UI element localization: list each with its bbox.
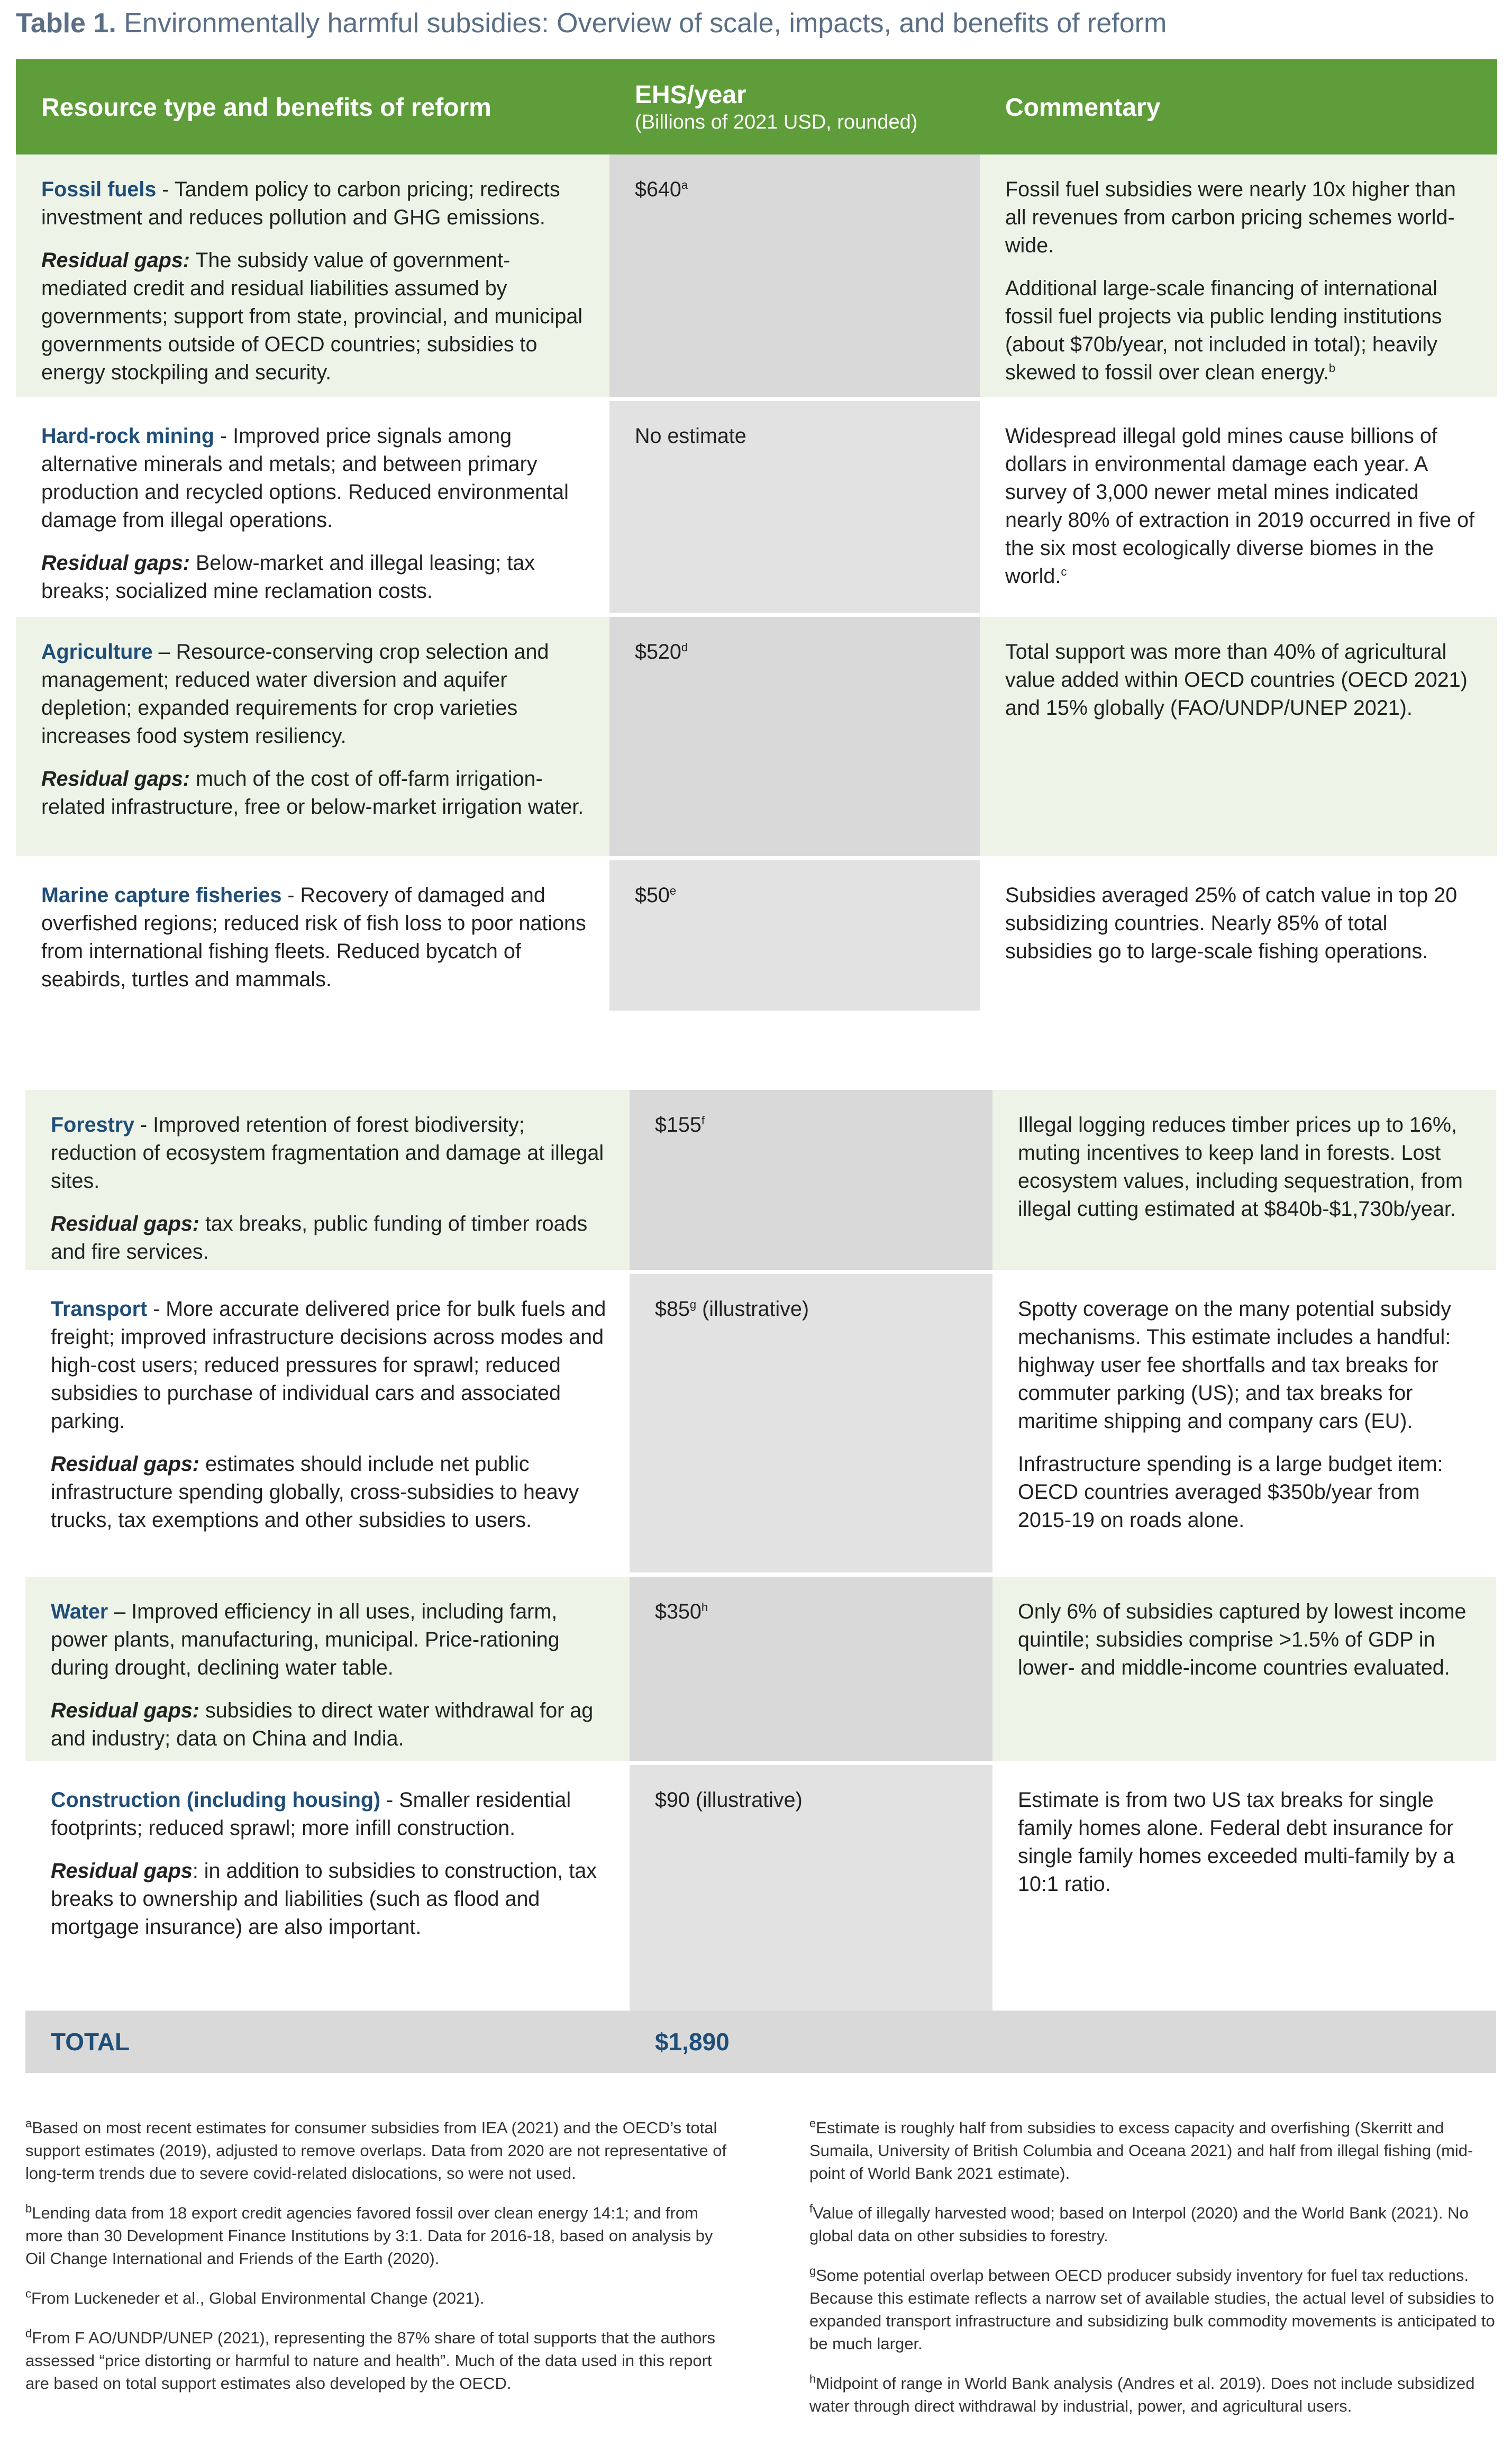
table-number: Table 1.	[16, 8, 116, 39]
footnote-ref: d	[681, 640, 688, 654]
ehs-value: $50	[635, 884, 670, 907]
table-row-marine-capture-fisheries	[16, 860, 1497, 1011]
resource-benefit: - More accurate delivered price for bulk fuels and freight; improved infrastructure decisions across modes and high-cost users; reduced pressures for sprawl; reduced subsidies to purchase of individual cars and associated parking.	[51, 1297, 606, 1433]
table-row-fossil-fuels	[16, 154, 1497, 397]
residual-gaps-text: subsidies to direct water withdrawal for ag and industry; data on China and India.	[51, 1699, 594, 1750]
commentary-cell	[980, 401, 1497, 613]
footnote-text: Midpoint of range in World Bank analysis (Andres et al. 2019). Does not include subsidized water through direct withdrawal by industrial, power, and agricultural users.	[809, 2374, 1475, 2415]
commentary-cell	[992, 1765, 1496, 2011]
residual-gaps-label: Residual gaps:	[51, 1452, 199, 1476]
ehs-value: $350	[655, 1600, 702, 1623]
commentary-text: Widespread illegal gold mines cause billions of dollars in environmental damage each year. A survey of 3,000 newer metal mines indicated nearly 80% of extraction in 2019 occurred in five of the six most ecologically diverse biomes in the world.	[1005, 424, 1475, 588]
footnote-g: $^g$Some potential overlap between OECD producer subsidy inventory for fuel tax reductions. Because this estimate reflects a narrow set of available studies, the actual level of subsidies to expanded transport infrastructure and subsidizing bulk commodity movements is anticipated to be much larger.	[809, 2264, 1495, 2353]
resource-benefit: - Recovery of damaged and overfished regions; reduced risk of fish loss to poor nations from international fishing fleets. Reduced bycatch of seabirds, turtles and mammals.	[41, 884, 586, 991]
ehs-value: $85	[655, 1297, 690, 1321]
footnote-d: $^d$From F AO/UNDP/UNEP (2021), representing the 87% share of total supports that the authors assessed “price distorting or harmful to nature and health”. Much of the data used in this report are based on total support estimates also developed by the OECD.	[25, 2326, 715, 2393]
table-title: Environmentally harmful subsidies: Overview of scale, impacts, and benefits of reform	[124, 8, 1167, 39]
resource-name: Transport	[51, 1297, 148, 1321]
footnote-ref: a	[681, 178, 688, 192]
footnotes-left	[25, 2116, 734, 2412]
footnote-text: Based on most recent estimates for consumer subsidies from IEA (2021) and the OECD’s total support estimates (2019), adjusted to remove overlaps. Data from 2020 are not representative of long-term trends due to severe covid-related dislocations, so were not used.	[25, 2118, 727, 2183]
resource-name: Agriculture	[41, 640, 153, 663]
commentary-cell	[980, 617, 1497, 856]
total-value: $1,890	[655, 2028, 730, 2056]
residual-gaps-text: The subsidy value of government-mediated credit and residual liabilities assumed by governments; support from state, provincial, and municipal governments outside of OECD countries; subsidies to energy stockpiling and security.	[41, 249, 583, 384]
footnote-ref: f	[701, 1113, 705, 1127]
resource-cell	[16, 860, 609, 1011]
resource-cell	[16, 617, 609, 856]
total-row	[25, 2011, 1496, 2073]
resource-cell	[25, 1274, 630, 1572]
resource-cell	[25, 1765, 630, 2011]
footnote-ref: e	[669, 884, 677, 897]
footnote-text: Estimate is roughly half from subsidies to excess capacity and overfishing (Skerritt and Sumaila, University of British Columbia and Oceana 2021) and half from illegal fishing (mid-point of World Bank 2021 estimate).	[809, 2118, 1473, 2183]
commentary-text: Subsidies averaged 25% of catch value in top 20 subsidizing countries. Nearly 85% of total subsidies go to large-scale fishing operations.	[1005, 884, 1458, 963]
footnote-b: $^b$Lending data from 18 export credit agencies favored fossil over clean energy 14:1; and from more than 30 Development Finance Institutions by 3:1. Data for 2016-18, based on analysis by Oil Change International and Friends of the Earth (2020).	[25, 2202, 713, 2268]
subsidies-table-part-1	[16, 59, 1497, 1011]
commentary-cell	[992, 1577, 1496, 1761]
table-row-water	[25, 1577, 1496, 1761]
ehs-value-cell	[609, 154, 980, 397]
resource-cell	[25, 1577, 630, 1761]
footnote-text: From Luckeneder et al., Global Environmental Change (2021).	[31, 2289, 485, 2307]
residual-gaps-label: Residual gaps	[51, 1859, 193, 1883]
header-ehs-title: EHS/year	[635, 81, 746, 109]
commentary-cell	[992, 1274, 1496, 1572]
resource-name: Water	[51, 1600, 108, 1623]
header-ehs-year	[609, 59, 980, 154]
residual-gaps-text: Below-market and illegal leasing; tax breaks; socialized mine reclamation costs.	[41, 551, 535, 603]
commentary-text: Illegal logging reduces timber prices up to 16%, muting incentives to keep land in forests. Lost ecosystem values, including sequestration, from illegal cutting estimated at $840b-$1,730b/year.	[1018, 1113, 1463, 1221]
commentary-text: Estimate is from two US tax breaks for single family homes alone. Federal debt insurance for single family homes exceeded multi-family by a 10:1 ratio.	[1018, 1788, 1455, 1896]
residual-gaps-text: much of the cost of off-farm irrigation-related infrastructure, free or below-market irrigation water.	[41, 767, 584, 819]
footnote-text: From F AO/UNDP/UNEP (2021), representing the 87% share of total supports that the authors assessed “price distorting or harmful to nature and health”. Much of the data used in this report are based on total support estimates also developed by the OECD.	[25, 2329, 715, 2393]
residual-gaps-label: Residual gaps:	[51, 1699, 199, 1722]
footnote-text: Value of illegally harvested wood; based on Interpol (2020) and the World Bank (2021). No global data on other subsidies to forestry.	[809, 2204, 1469, 2245]
footnote-ref: g	[689, 1297, 697, 1311]
footnote-h: $^h$Midpoint of range in World Bank analysis (Andres et al. 2019). Does not include subsidized water through direct withdrawal by industrial, power, and agricultural users.	[809, 2372, 1475, 2415]
commentary-text: Only 6% of subsidies captured by lowest income quintile; subsidies comprise >1.5% of GDP in lower- and middle-income countries evaluated.	[1018, 1600, 1467, 1679]
commentary-text: Infrastructure spending is a large budget item: OECD countries averaged $350b/year from 2015-19 on roads alone.	[1018, 1452, 1443, 1532]
residual-gaps-text: estimates should include net public infrastructure spending globally, cross-subsidies to heavy trucks, tax exemptions and other subsidies to users.	[51, 1452, 579, 1532]
commentary-text: Additional large-scale financing of international fossil fuel projects via public lending institutions (about $70b/year, not included in total); heavily skewed to fossil over clean energy.	[1005, 277, 1442, 384]
resource-name: Hard-rock mining	[41, 424, 215, 448]
ehs-value-cell	[609, 617, 980, 856]
commentary-cell	[992, 1090, 1496, 1270]
table-row-forestry	[25, 1090, 1496, 1270]
residual-gaps-text: tax breaks, public funding of timber roads and fire services.	[51, 1212, 588, 1263]
footnote-ref: h	[701, 1600, 708, 1614]
ehs-value-cell	[630, 1765, 992, 2011]
resource-benefit: - Tandem policy to carbon pricing; redirects investment and reduces pollution and GHG emissions.	[41, 178, 560, 229]
residual-gaps-label: Residual gaps:	[41, 551, 190, 575]
table-row-transport	[25, 1274, 1496, 1572]
resource-benefit: – Resource-conserving crop selection and management; reduced water diversion and aquifer depletion; expanded requirements for crop varieties increases food system resiliency.	[41, 640, 549, 748]
footnote-c: $^c$From Luckeneder et al., Global Environmental Change (2021).	[25, 2287, 485, 2307]
resource-name: Construction (including housing)	[51, 1788, 381, 1812]
resource-benefit: - Smaller residential footprints; reduced sprawl; more infill construction.	[51, 1788, 571, 1840]
resource-cell	[16, 401, 609, 613]
table-header	[16, 59, 1497, 154]
resource-benefit: – Improved efficiency in all uses, including farm, power plants, manufacturing, municipal. Price-rationing during drought, declining water table.	[51, 1600, 560, 1679]
footnote-ref: b	[1328, 361, 1336, 375]
header-commentary: Commentary	[1005, 94, 1161, 122]
commentary-cell	[980, 860, 1497, 1011]
commentary-text: Total support was more than 40% of agricultural value added within OECD countries (OECD 2021) and 15% globally (FAO/UNDP/UNEP 2021).	[1005, 640, 1468, 720]
total-label: TOTAL	[51, 2028, 130, 2056]
ehs-value: $90 (illustrative)	[655, 1788, 803, 1812]
commentary-text: Fossil fuel subsidies were nearly 10x higher than all revenues from carbon pricing schemes world-wide.	[1005, 178, 1456, 257]
commentary-text: Spotty coverage on the many potential subsidy mechanisms. This estimate includes a handful: highway user fee shortfalls and tax breaks for commuter parking (US); and tax breaks for maritime shipping and company cars (EU).	[1018, 1297, 1452, 1433]
resource-benefit: - Improved retention of forest biodiversity; reduction of ecosystem fragmentation and damage at illegal sites.	[51, 1113, 604, 1193]
ehs-value-note: (illustrative)	[696, 1297, 809, 1321]
subsidies-table-part-2	[25, 1090, 1496, 2073]
table-row-construction	[25, 1765, 1496, 2011]
ehs-value: $155	[655, 1113, 702, 1136]
residual-gaps-label: Residual gaps:	[41, 767, 190, 790]
ehs-value: $640	[635, 178, 681, 201]
footnotes-right	[809, 2116, 1497, 2434]
residual-gaps-label: Residual gaps:	[41, 249, 190, 272]
table-row-hard-rock-mining	[16, 401, 1497, 613]
ehs-value-cell	[630, 1577, 992, 1761]
footnote-text: Lending data from 18 export credit agencies favored fossil over clean energy 14:1; and from more than 30 Development Finance Institutions by 3:1. Data for 2016-18, based on analysis by Oil Change International and Friends of the Earth (2020).	[25, 2204, 713, 2268]
ehs-value-cell	[609, 860, 980, 1011]
ehs-value-cell	[630, 1274, 992, 1572]
resource-name: Fossil fuels	[41, 178, 157, 201]
residual-gaps-text: : in addition to subsidies to construction, tax breaks to ownership and liabilities (such as flood and mortgage insurance) are also important.	[51, 1859, 597, 1939]
ehs-value-cell	[609, 401, 980, 613]
footnote-f: $^f$Value of illegally harvested wood; based on Interpol (2020) and the World Bank (2021). No global data on other subsidies to forestry.	[809, 2202, 1469, 2245]
resource-name: Marine capture fisheries	[41, 884, 282, 907]
header-ehs-subtitle: (Billions of 2021 USD, rounded)	[635, 111, 918, 133]
table-row-agriculture	[16, 617, 1497, 856]
footnote-a: $^a$Based on most recent estimates for consumer subsidies from IEA (2021) and the OECD’s total support estimates (2019), adjusted to remove overlaps. Data from 2020 are not representative of long-term trends due to severe covid-related dislocations, so were not used.	[25, 2116, 727, 2183]
page-title	[16, 7, 1167, 39]
commentary-cell	[980, 154, 1497, 397]
footnote-e: $^e$Estimate is roughly half from subsidies to excess capacity and overfishing (Skerritt and Sumaila, University of British Columbia and Oceana 2021) and half from illegal fishing (mid-point of World Bank 2021 estimate).	[809, 2116, 1473, 2183]
resource-cell	[25, 1090, 630, 1270]
resource-name: Forestry	[51, 1113, 135, 1136]
ehs-value-cell	[630, 1090, 992, 1270]
footnote-text: Some potential overlap between OECD producer subsidy inventory for fuel tax reductions. Because this estimate reflects a narrow set of available studies, the actual level of subsidies to expanded transport infrastructure and subsidizing bulk commodity movements is anticipated to be much larger.	[809, 2266, 1495, 2353]
residual-gaps-label: Residual gaps:	[51, 1212, 199, 1235]
resource-cell	[16, 154, 609, 397]
resource-benefit: - Improved price signals among alternative minerals and metals; and between primary production and recycled options. Reduced environmental damage from illegal operations.	[41, 424, 569, 532]
header-resource-type: Resource type and benefits of reform	[41, 94, 491, 122]
ehs-value: $520	[635, 640, 681, 663]
footnote-ref: c	[1061, 565, 1067, 578]
ehs-value: No estimate	[635, 424, 746, 448]
